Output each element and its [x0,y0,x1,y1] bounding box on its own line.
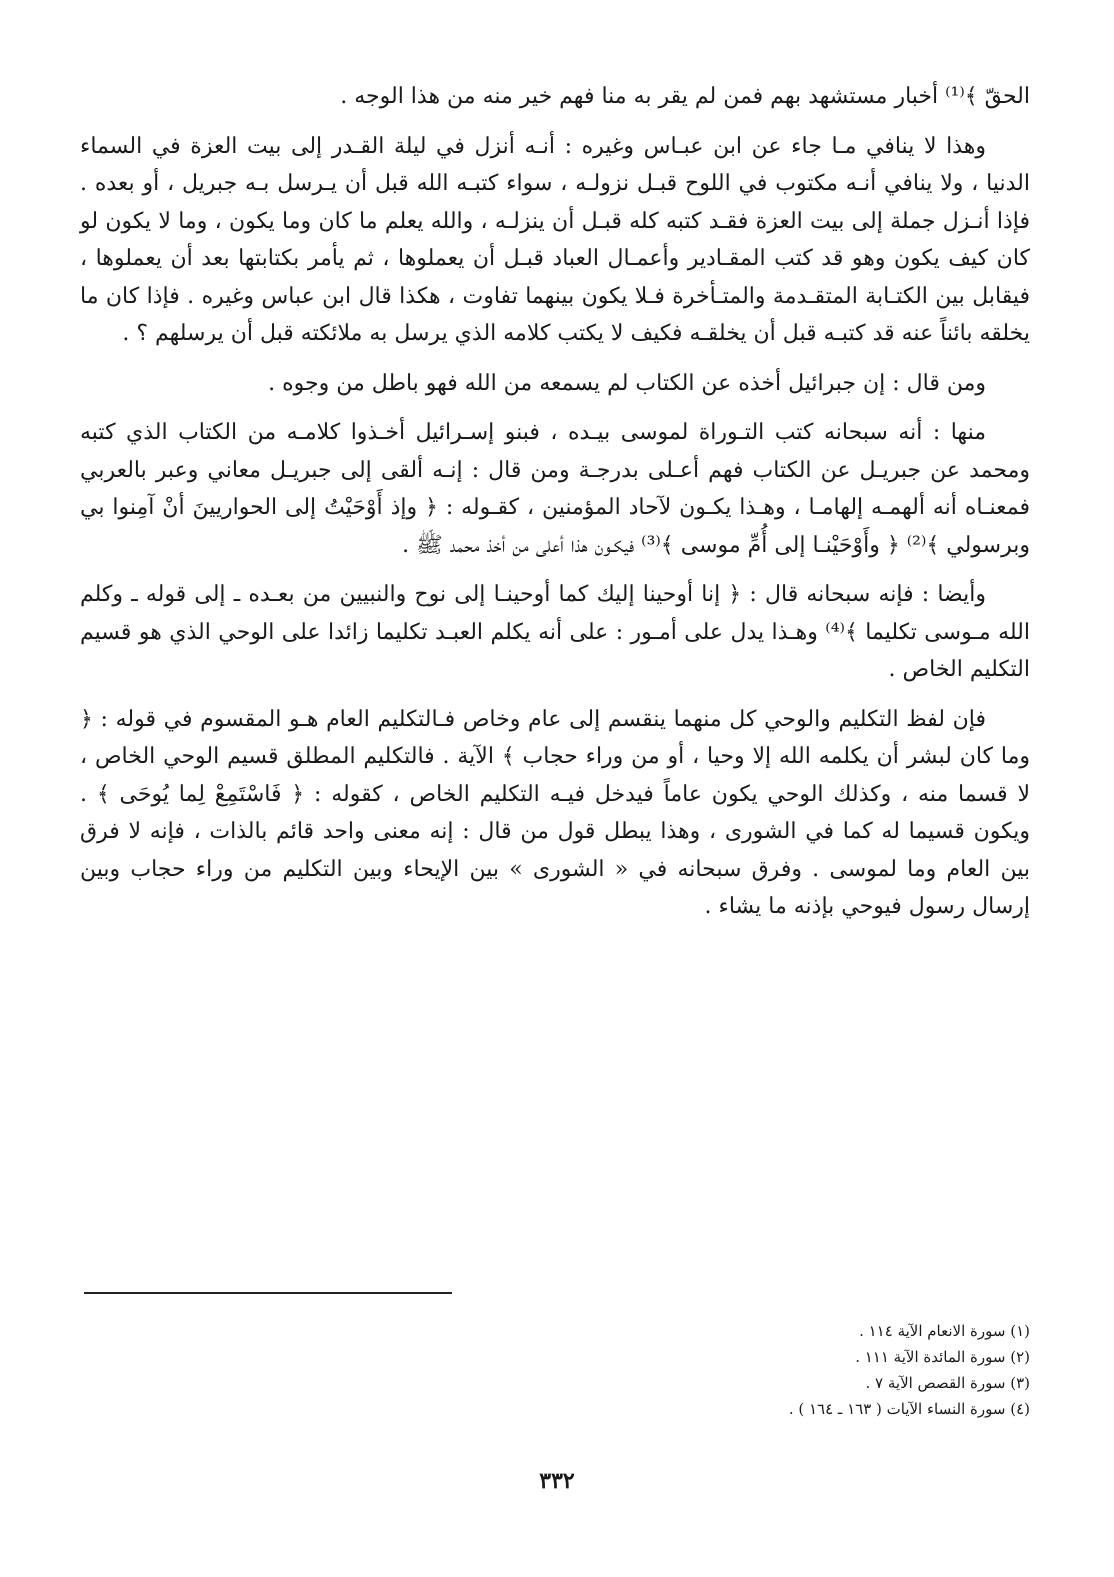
paragraph-6: فإن لفظ التكليم والوحي كل منهما ينقسم إلى عام وخاص فـالتكليم العام هـو المقسوم في قوله : ﴿ وما كان لبشر أن يكلمه الله إلا وحيا ، أو من وراء حجاب ﴾ الآية . فالتكليم المطلق قسيم الوحي الخاص ، لا قسما منه ، وكذلك الوحي يكون عاماً فيدخل فيـه التكليم الخاص ، كقوله : ﴿ فَاسْتَمِعْ لِما يُوحَى ﴾ . ويكون قسيما له كما في الشورى ، وهذا يبطل قول من قال : إنه معنى واحد قائم بالذات ، فإنه لا فرق بين العام وما لموسى . وفرق سبحانه في « الشورى » بين الإيحاء وبين التكليم من وراء حجاب وبين إرسال رسول فيوحي بإذنه ما يشاء . [80,706,1030,919]
paragraph-3: ومن قال : إن جبرائيل أخذه عن الكتاب لم يسمعه من الله فهو باطل من وجوه . [268,370,986,396]
footnotes [80,1318,1030,1422]
footnote-2: (٢) سورة المائدة الآية ١١١ . [855,1348,1030,1366]
paragraph-4: منها : أنه سبحانه كتب التـوراة لموسى بيـده ، فبنو إسـرائيل أخـذوا كلامـه من الكتاب الذي كتبه ومحمد عن جبريـل عن الكتاب فهم أعـلى بدرجـة ومن قال : إنـه ألقى إلى جبريـل معاني وعبر بالعربي فمعنـاه أنه ألهمـه إلهامـا ، وهـذا يكـون لآحاد المؤمنين ، كقـوله : ﴿ وإذ أَوْحَيْتُ إلى الحواريينَ أنْ آمِنوا بي وبرسولي ﴾⁽²⁾ ﴿ وأَوْحَيْنـا إلى أُمِّ موسى ﴾⁽³⁾ فيكـون هذا أعلى من أخذ محمد ﷺ . [80,420,1030,558]
page-number: ٣٣٢ [539,1468,575,1494]
paragraph-1: الحقّ ﴾⁽¹⁾ أخبار مستشهد بهم فمن لم يقر به منا فهم خير منه من هذا الوجه . [340,84,1030,109]
paragraph-5: وأيضا : فإنه سبحانه قال : ﴿ إنا أوحينا إليك كما أوحينـا إلى نوح والنبيين من بعـده ـ إلى قوله ـ وكلم الله مـوسى تكليما ﴾⁽⁴⁾ وهـذا يدل على أمـور : على أنه يكلم العبـد تكليما زائدا على الوحي الذي هو قسيم التكليم الخاص . [80,582,1030,682]
paragraph-2: وهذا لا ينافي مـا جاء عن ابن عبـاس وغيره : أنـه أنزل في ليلة القـدر إلى بيت العزة في السماء الدنيا ، ولا ينافي أنـه مكتوب في اللوح قبـل نزولـه ، سواء كتبـه الله قبل أن يـرسل بـه جبريل ، أو بعده . فإذا أنـزل جملة إلى بيت العزة فقـد كتبه كله قبـل أن ينزلـه ، والله يعلم ما كان وما يكون ، وما لا يكون لو كان كيف يكون وهو قد كتب المقـادير وأعمـال العباد قبـل أن يعملوها ، ثم يأمر بكتابتها بعد أن يعملوها ، فيقابل بين الكتـابة المتقـدمة والمتـأخرة فـلا يكون بينهما تفاوت ، هكذا قال ابن عباس وغيره . فإذا كان ما يخلقه بائناً عنه قد كتبـه قبل أن يخلقـه فكيف لا يكتب كلامه الذي يرسل به ملائكته قبل أن يرسلهم ؟ . [80,133,1030,346]
footnote-1: (١) سورة الانعام الآية ١١٤ . [859,1322,1030,1340]
footnote-4: (٤) سورة النساء الآيات ( ١٦٣ ـ ١٦٤ ) . [788,1400,1030,1418]
main-text [80,78,1030,938]
footnote-3: (٣) سورة القصص الآية ٧ . [865,1374,1030,1392]
